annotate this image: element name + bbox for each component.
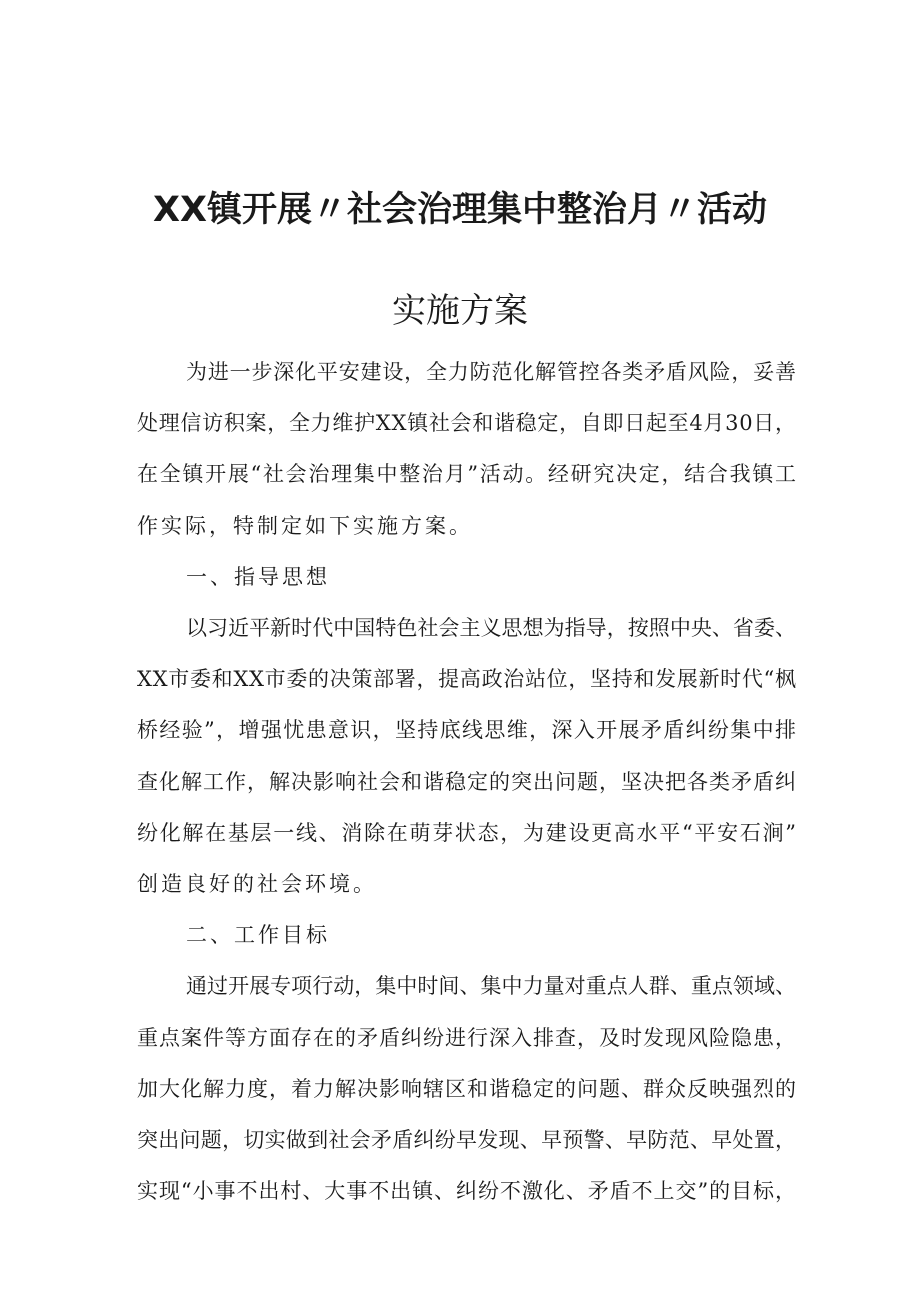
body-line-text: 加大化解力度，着力解决影响辖区和谐稳定的问题、群众反映强烈的 (137, 1076, 797, 1101)
body-line-text: XX市委和XX市委的决策部署，提高政治站位，坚持和发展新时代“枫 (137, 667, 797, 692)
body-line-text: 实现“小事不出村、大事不出镇、纠纷不激化、矛盾不上交”的目标， (137, 1179, 797, 1204)
body-line-text: 突出问题，切实做到社会矛盾纠纷早发现、早预警、早防范、早处置， (137, 1128, 797, 1152)
body-line-text: 一、指导思想 (186, 564, 330, 589)
body-line-text: 通过开展专项行动，集中时间、集中力量对重点人群、重点领域、 (186, 974, 797, 999)
body-line-text: 桥经验”，增强忧患意识，坚持底线思维，深入开展矛盾纠纷集中排 (137, 718, 798, 743)
body-line-text: 为进一步深化平安建设，全力防范化解管控各类矛盾风险，妥善 (186, 360, 797, 384)
document-title-line1: XX镇开展〃社会治理集中整治月〃活动 (153, 190, 767, 230)
body-line-text: 以习近平新时代中国特色社会主义思想为指导，按照中央、省委、 (186, 616, 797, 640)
body-line-text: 处理信访积案，全力维护XX镇社会和谐稳定，自即日起至4月30日， (137, 411, 797, 436)
body-line-text: 查化解工作，解决影响社会和谐稳定的突出问题，坚决把各类矛盾纠 (137, 769, 797, 794)
body-line-text: 二、工作目标 (186, 923, 330, 948)
body-line-text: 在全镇开展“社会治理集中整治月”活动。经研究决定，结合我镇工 (137, 462, 798, 487)
body-line-text: 重点案件等方面存在的矛盾纠纷进行深入排查，及时发现风险隐患， (137, 1025, 797, 1050)
document-title-line2: 实施方案 (392, 291, 528, 331)
body-line-text: 纷化解在基层一线、消除在萌芽状态，为建设更高水平“平安石涧” (137, 820, 798, 845)
body-line-text: 作实际，特制定如下实施方案。 (137, 513, 473, 538)
body-line-text: 创造良好的社会环境。 (137, 872, 377, 896)
